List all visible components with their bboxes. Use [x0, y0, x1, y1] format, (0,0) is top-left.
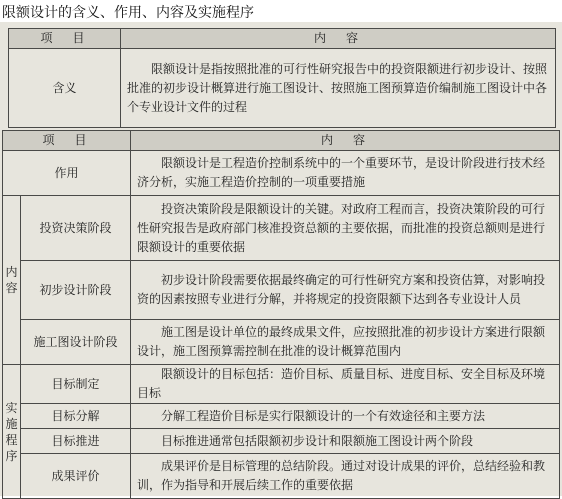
row-item: 施工图设计阶段 — [21, 320, 131, 365]
row-content: 限额设计是指按照批准的可行性研究报告中的投资限额进行初步设计、按照批准的初步设计概算进行施工图设计、按照施工图预算造价编制施工图设计中各个专业设计文件的过程 — [121, 49, 556, 128]
row-item: 初步设计阶段 — [21, 261, 131, 320]
table-row — [3, 261, 560, 320]
group-label-procedure: 实施程序 — [3, 365, 21, 499]
header-content: 内 容 — [131, 131, 560, 151]
role-content-procedure-table — [2, 130, 560, 499]
row-content: 限额设计是工程造价控制系统中的一个重要环节，是设计阶段进行技术经济分析，实施工程造价控制的一项重要措施 — [131, 151, 560, 196]
page-title: 限额设计的含义、作用、内容及实施程序 — [2, 5, 254, 21]
row-item: 目标分解 — [21, 404, 131, 429]
table-row — [3, 365, 560, 404]
table-header-row — [9, 29, 556, 49]
header-content: 内 容 — [121, 29, 556, 49]
row-item: 目标推进 — [21, 429, 131, 454]
row-content: 限额设计的目标包括：造价目标、质量目标、进度目标、安全目标及环境目标 — [131, 365, 560, 404]
table-row — [3, 151, 560, 196]
definition-table — [8, 28, 556, 128]
row-content: 投资决策阶段是限额设计的关键。对政府工程而言，投资决策阶段的可行性研究报告是政府部门核准投资总额的主要依据，而批准的投资总额则是进行限额设计的重要依据 — [131, 196, 560, 261]
group-label-content: 内容 — [3, 196, 21, 365]
table-header-row — [3, 131, 560, 151]
row-item: 含义 — [9, 49, 121, 128]
row-content: 分解工程造价目标是实行限额设计的一个有效途径和主要方法 — [131, 404, 560, 429]
row-content: 施工图是设计单位的最终成果文件，应按照批准的初步设计方案进行限额设计，施工图预算需控制在批准的设计概算范围内 — [131, 320, 560, 365]
row-item: 目标制定 — [21, 365, 131, 404]
table-row — [3, 196, 560, 261]
table-row — [3, 454, 560, 499]
table-row — [3, 429, 560, 454]
row-content: 成果评价是目标管理的总结阶段。通过对设计成果的评价，总结经验和教训，作为指导和开展后续工作的重要依据 — [131, 454, 560, 499]
header-item: 项 目 — [9, 29, 121, 49]
table-row — [3, 320, 560, 365]
row-item: 作用 — [3, 151, 131, 196]
row-item: 成果评价 — [21, 454, 131, 499]
row-content: 目标推进通常包括限额初步设计和限额施工图设计两个阶段 — [131, 429, 560, 454]
row-content: 初步设计阶段需要依据最终确定的可行性研究方案和投资估算，对影响投资的因素按照专业进行分解，并将规定的投资限额下达到各专业设计人员 — [131, 261, 560, 320]
row-item: 投资决策阶段 — [21, 196, 131, 261]
header-item: 项 目 — [3, 131, 131, 151]
table-row — [3, 404, 560, 429]
table-row — [9, 49, 556, 128]
